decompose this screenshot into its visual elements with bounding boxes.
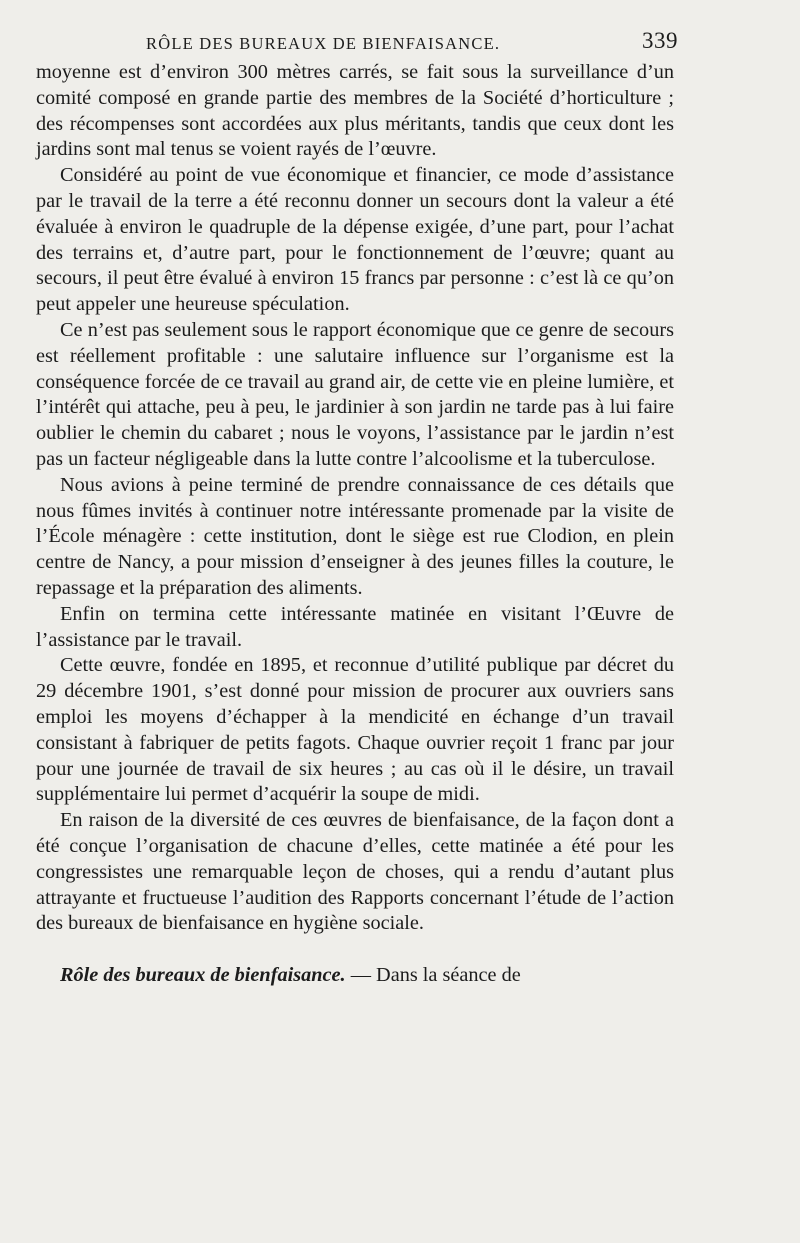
body-text: [36, 60, 674, 989]
running-header: [38, 28, 678, 62]
paragraph-oeuvre-details: Cette œuvre, fondée en 1895, et reconnue d’utilité publique par décret du 29 décembre 1901, s’est donné pour mission de procurer aux ouvriers sans emploi les moyens d’échapper à la mendicité en échange d’un travail consistant à fabriquer de petits fagots. Chaque ouvrier reçoit 1 franc par jour pour une journée de travail de six heures ; au cas où il le désire, un travail supplémentaire lui permet d’acquérir la soupe de midi.: [36, 654, 674, 806]
page-number: 339: [642, 28, 678, 53]
paragraph-conclusion: En raison de la diversité de ces œuvres de bienfaisance, de la façon dont a été conçue l’organisation de chacune d’elles, cette matinée a été pour les congressistes une remarquable leçon de choses, qui a rendu d’autant plus attrayante et fructueuse l’audition des Rapports concernant l’étude de l’action des bureaux de bienfaisance en hygiène sociale.: [36, 809, 674, 935]
section-spacer: [36, 937, 674, 963]
paragraph-ecole-menagere: Nous avions à peine terminé de prendre connaissance de ces détails que nous fûmes invités à continuer notre intéressante promenade par la visite de l’École ménagère : cette institution, dont le siège est rue Clodion, en plein centre de Nancy, a pour mission d’enseigner à des jeunes filles la couture, le repassage et la préparation des aliments.: [36, 473, 674, 599]
section-title: Rôle des bureaux de bienfaisance.: [60, 964, 346, 987]
section-paragraph: [36, 963, 674, 989]
paragraph-oeuvre-assistance: Enfin on termina cette intéressante matinée en visitant l’Œuvre de l’assistance par le travail.: [36, 602, 674, 651]
paragraph-health-benefits: Ce n’est pas seulement sous le rapport économique que ce genre de secours est réellement profitable : une salutaire influence sur l’organisme est la conséquence forcée de ce travail au grand air, de cette vie en pleine lumière, et l’intérêt qui attache, peu à peu, le jardinier à son jardin ne tarde pas à lui faire oublier le chemin du cabaret ; nous le voyons, l’assistance par le jardin n’est pas un facteur négligeable dans la lutte contre l’alcoolisme et la tuberculose.: [36, 318, 674, 470]
paragraph-economic-assessment: Considéré au point de vue économique et financier, ce mode d’assistance par le travail de la terre a été reconnu donner un secours dont la valeur a été évaluée à environ le quadruple de la dépense exigée, d’une part, pour l’achat des terrains et, d’autre part, pour le fonctionnement de l’œuvre; quant au secours, il peut être évalué à environ 15 francs par personne : c’est là ce qu’on peut appeler une heureuse spéculation.: [36, 164, 674, 316]
paragraph-continuation: moyenne est d’environ 300 mètres carrés, se fait sous la surveillance d’un comité composé en grande partie des membres de la Société d’horticulture ; des récompenses sont accordées aux plus méritants, tandis que ceux dont les jardins sont mal tenus se voient rayés de l’œuvre.: [36, 61, 674, 161]
section-text: — Dans la séance de: [345, 964, 521, 987]
running-title: RÔLE DES BUREAUX DE BIENFAISANCE.: [146, 34, 501, 53]
